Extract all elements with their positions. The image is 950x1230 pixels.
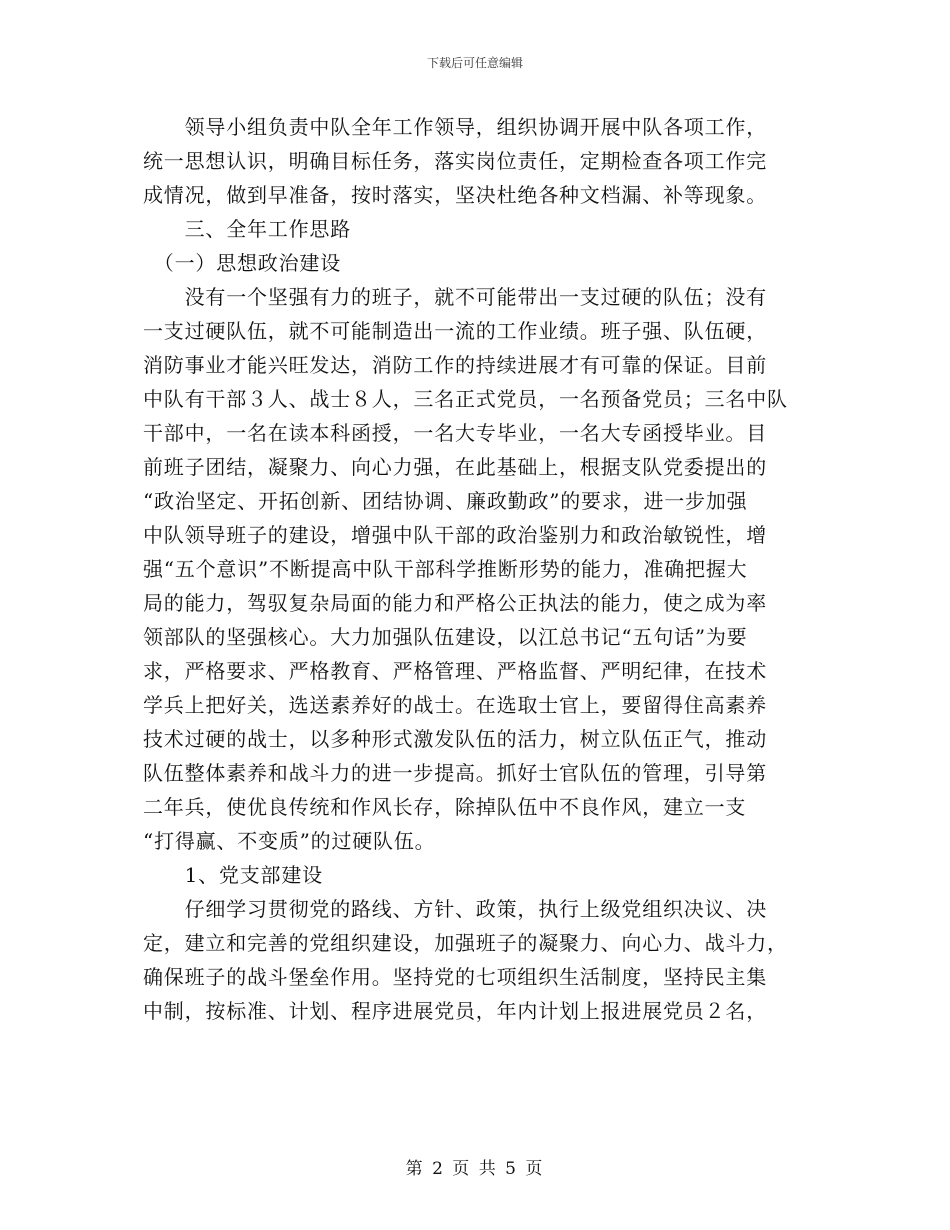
subsection-heading: 1、党支部建设 bbox=[143, 863, 323, 887]
text-line: 二年兵，使优良传统和作风长存，除掉队伍中不良作风，建立一支 bbox=[143, 795, 747, 819]
text-line: 消防事业才能兴旺发达，消防工作的持续进展才有可靠的保证。目前 bbox=[143, 353, 767, 377]
text-line: 一支过硬队伍，就不可能制造出一流的工作业绩。班子强、队伍硬， bbox=[143, 319, 767, 343]
text-line: 统一思想认识，明确目标任务，落实岗位责任，定期检查各项工作完 bbox=[143, 149, 767, 173]
text-line: 技术过硬的战士，以多种形式激发队伍的活力，树立队伍正气，推动 bbox=[143, 727, 767, 751]
page-header: 下载后可任意编辑 bbox=[426, 56, 523, 70]
subsection-heading: （一）思想政治建设 bbox=[143, 251, 341, 275]
text-line: 领导小组负责中队全年工作领导，组织协调开展中队各项工作， bbox=[143, 115, 767, 139]
text-line: “打得赢、不变质”的过硬队伍。 bbox=[143, 829, 436, 853]
text-line: 干部中，一名在读本科函授，一名大专毕业，一名大专函授毕业。目 bbox=[143, 421, 767, 445]
text-line: 学兵上把好关，选送素养好的战士。在选取士官上，要留得住高素养 bbox=[143, 693, 767, 717]
text-line: 定，建立和完善的党组织建设，加强班子的凝聚力、向心力、战斗力， bbox=[143, 931, 788, 955]
text-line: 中队有干部３人、战士８人，三名正式党员，一名预备党员；三名中队 bbox=[143, 387, 788, 411]
text-line: 成情况，做到早准备，按时落实，坚决杜绝各种文档漏、补等现象。 bbox=[143, 183, 767, 207]
text-line: 求，严格要求、严格教育、严格管理、严格监督、严明纪律，在技术 bbox=[143, 659, 767, 683]
text-line: 局的能力，驾驭复杂局面的能力和严格公正执法的能力，使之成为率 bbox=[143, 591, 767, 615]
text-line: 强“五个意识”不断提高中队干部科学推断形势的能力，准确把握大 bbox=[143, 557, 748, 581]
text-line: 没有一个坚强有力的班子，就不可能带出一支过硬的队伍；没有 bbox=[143, 285, 767, 309]
text-line: 中队领导班子的建设，增强中队干部的政治鉴别力和政治敏锐性，增 bbox=[143, 523, 767, 547]
page-number: 第 2 页 共 5 页 bbox=[405, 1159, 545, 1179]
text-line: 队伍整体素养和战斗力的进一步提高。抓好士官队伍的管理，引导第 bbox=[143, 761, 767, 785]
text-line: 前班子团结，凝聚力、向心力强，在此基础上，根据支队党委提出的 bbox=[143, 455, 767, 479]
text-line: 仔细学习贯彻党的路线、方针、政策，执行上级党组织决议、决 bbox=[143, 897, 767, 921]
text-line: 确保班子的战斗堡垒作用。坚持党的七项组织生活制度，坚持民主集 bbox=[143, 965, 767, 989]
document-body bbox=[143, 110, 815, 1028]
text-line: 中制，按标准、计划、程序进展党员，年内计划上报进展党员２名， bbox=[143, 999, 767, 1023]
text-line: 领部队的坚强核心。大力加强队伍建设，以江总书记“五句话”为要 bbox=[143, 625, 748, 649]
text-line: “政治坚定、开拓创新、团结协调、廉政勤政”的要求，进一步加强 bbox=[143, 489, 748, 513]
section-heading: 三、全年工作思路 bbox=[143, 217, 351, 241]
